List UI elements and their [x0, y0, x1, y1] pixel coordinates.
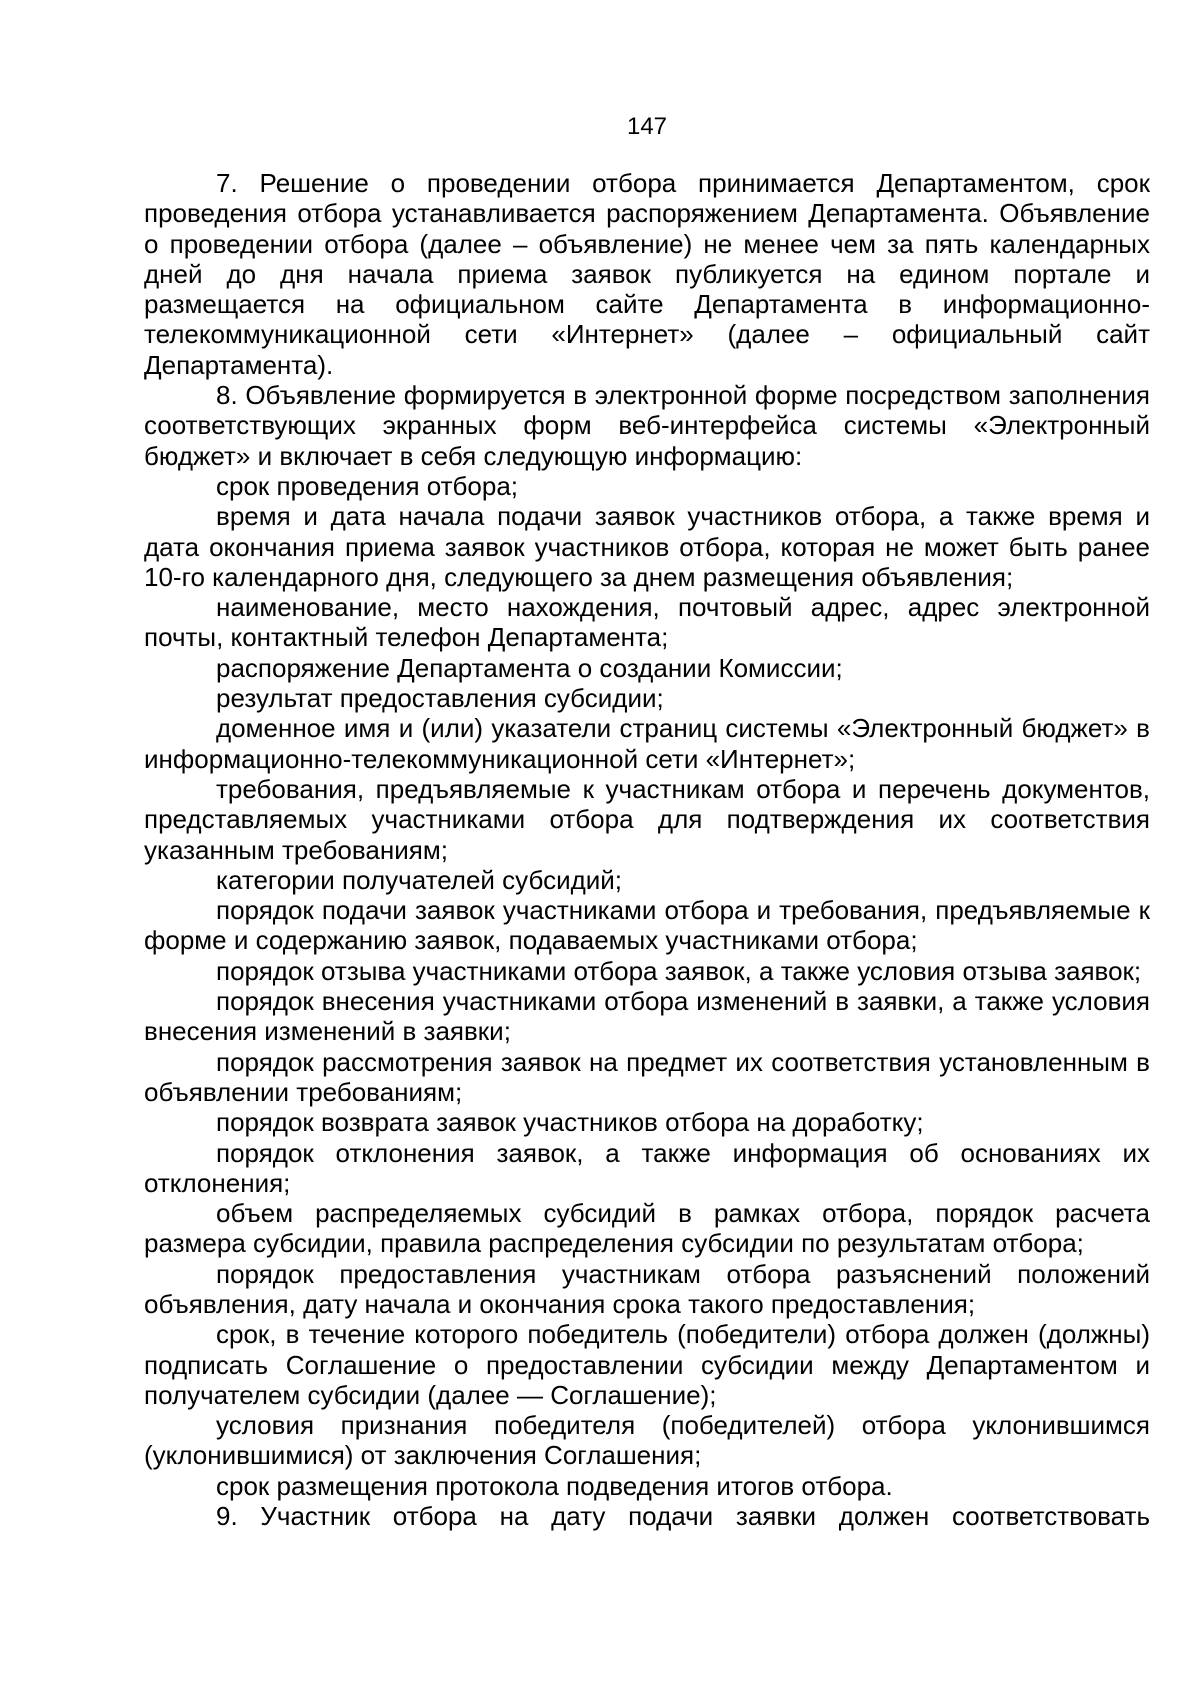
- list-item: порядок рассмотрения заявок на предмет их соответствия установленным в объявлении требованиям;: [144, 1046, 1150, 1107]
- paragraph-item-8: 8. Объявление формируется в электронной форме посредством заполнения соответствующих экранных форм веб-интерфейса системы «Электронный бюджет» и включает в себя следующую информацию:: [144, 380, 1150, 471]
- list-item: порядок отклонения заявок, а также информация об основаниях их отклонения;: [144, 1137, 1150, 1198]
- list-item: условия признания победителя (победителей) отбора уклонившимся (уклонившимися) от заключения Соглашения;: [144, 1410, 1150, 1471]
- list-item: результат предоставления субсидии;: [216, 683, 664, 714]
- page-number: 147: [626, 113, 668, 140]
- paragraph-item-9: 9. Участник отбора на дату подачи заявки должен соответствовать: [216, 1501, 1150, 1532]
- list-item: объем распределяемых субсидий в рамках отбора, порядок расчета размера субсидии, правила распределения субсидии по результатам отбора;: [144, 1198, 1150, 1259]
- paragraph-item-7: 7. Решение о проведении отбора принимается Департаментом, срок проведения отбора устанавливается распоряжением Департамента. Объявление о проведении отбора (далее – объявление) не менее чем за пять календарных дней до дня начала приема заявок публикуется на едином портале и размещается на официальном сайте Департамента в информационно-телекоммуникационной сети «Интернет» (далее – официальный сайт Департамента).: [144, 168, 1150, 380]
- list-item: срок размещения протокола подведения итогов отбора.: [216, 1470, 893, 1501]
- list-item: порядок возврата заявок участников отбора на доработку;: [216, 1107, 924, 1138]
- list-item: порядок предоставления участникам отбора разъяснений положений объявления, дату начала и окончания срока такого предоставления;: [144, 1258, 1150, 1319]
- list-item: порядок подачи заявок участниками отбора и требования, предъявляемые к форме и содержанию заявок, подаваемых участниками отбора;: [144, 895, 1150, 956]
- list-item: срок, в течение которого победитель (победители) отбора должен (должны) подписать Соглашение о предоставлении субсидии между Департаментом и получателем субсидии (далее — Соглашение);: [144, 1319, 1150, 1410]
- list-item: порядок отзыва участниками отбора заявок, а также условия отзыва заявок;: [216, 955, 1142, 986]
- list-item: порядок внесения участниками отбора изменений в заявки, а также условия внесения изменений в заявки;: [144, 986, 1150, 1047]
- list-item: срок проведения отбора;: [216, 470, 519, 501]
- list-item: требования, предъявляемые к участникам отбора и перечень документов, представляемых участниками отбора для подтверждения их соответствия указанным требованиям;: [144, 773, 1150, 865]
- list-item: распоряжение Департамента о создании Комиссии;: [216, 652, 843, 683]
- list-item: время и дата начала подачи заявок участников отбора, а также время и дата окончания приема заявок участников отбора, которая не может быть ранее 10-го календарного дня, следующего за днем размещения объявления;: [144, 501, 1150, 592]
- list-item: категории получателей субсидий;: [216, 864, 623, 895]
- document-body: [144, 168, 1150, 1531]
- list-item: доменное имя и (или) указатели страниц системы «Электронный бюджет» в информационно-телекоммуникационной сети «Интернет»;: [144, 713, 1150, 774]
- list-item: наименование, место нахождения, почтовый адрес, адрес электронной почты, контактный телефон Департамента;: [144, 592, 1150, 653]
